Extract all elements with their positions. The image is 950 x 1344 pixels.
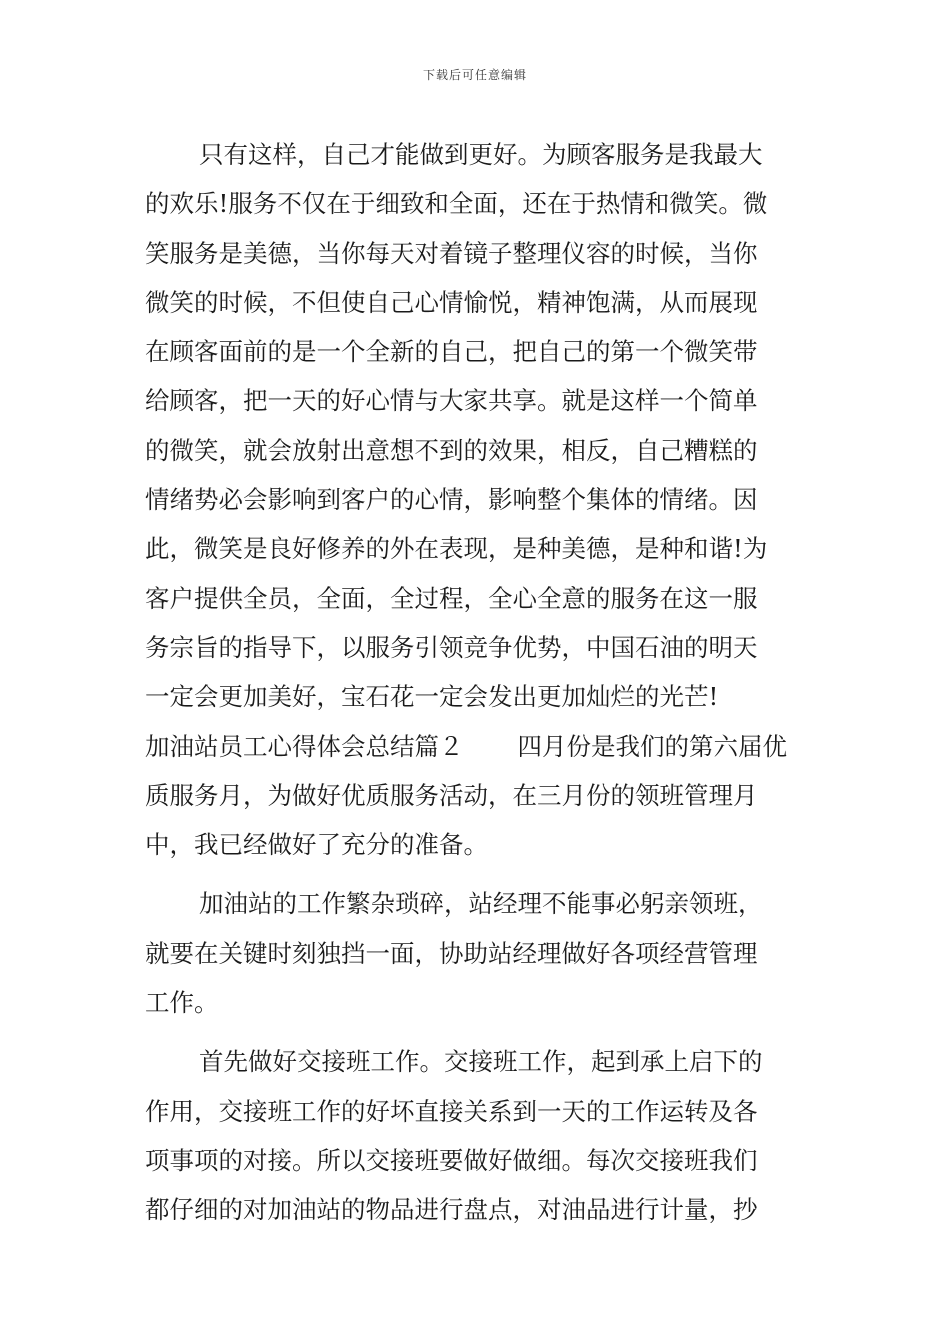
- text-line: 只有这样，自己才能做到更好。为顾客服务是我最大: [199, 140, 763, 169]
- text-line: 微笑的时候，不但使自己心情愉悦，精神饱满，从而展现: [145, 287, 758, 317]
- paragraph-gap: [145, 869, 811, 879]
- text-run: 四月份是我们的第六届优: [517, 731, 787, 761]
- text-line: 一定会更加美好，宝石花一定会发出更加灿烂的光芒!: [145, 682, 719, 712]
- text-line: 情绪势必会影响到客户的心情，影响整个集体的情绪。因: [145, 485, 758, 515]
- text-line: 工作。: [145, 988, 219, 1018]
- text-line: 的欢乐!服务不仅在于细致和全面，还在于热情和微笑。微: [145, 189, 768, 219]
- text-line: 务宗旨的指导下，以服务引领竞争优势，中国石油的明天: [145, 632, 758, 662]
- text-line: 在顾客面前的是一个全新的自己，把自己的第一个微笑带: [145, 337, 758, 367]
- text-line: 就要在关键时刻独挡一面，协助站经理做好各项经营管理: [145, 938, 758, 968]
- text-line: 笑服务是美德，当你每天对着镜子整理仪容的时候，当你: [145, 238, 758, 268]
- text-line: 质服务月，为做好优质服务活动，在三月份的领班管理月: [145, 780, 758, 810]
- text-line: 项事项的对接。所以交接班要做好做细。每次交接班我们: [145, 1145, 758, 1175]
- section-title: 加油站员工心得体会总结篇２: [145, 731, 464, 761]
- text-line: 首先做好交接班工作。交接班工作，起到承上启下的: [199, 1047, 763, 1077]
- document-body: [145, 130, 811, 1235]
- text-line: 的微笑，就会放射出意想不到的效果，相反，自己糟糕的: [145, 435, 758, 465]
- text-line: 此，微笑是良好修养的外在表现，是种美德，是种和谐!为: [145, 534, 768, 564]
- paragraph-gap: [145, 1027, 811, 1037]
- page-header: 下载后可任意编辑: [422, 68, 527, 82]
- paragraph: [145, 1037, 811, 1234]
- text-line: 客户提供全员，全面，全过程，全心全意的服务在这一服: [145, 583, 758, 613]
- paragraph: [145, 130, 811, 722]
- section-heading-line: [145, 722, 811, 771]
- paragraph: [145, 879, 811, 1027]
- text-line: 加油站的工作繁杂琐碎，站经理不能事必躬亲领班，: [199, 889, 763, 919]
- text-line: 中，我已经做好了充分的准备。: [145, 830, 488, 860]
- text-line: 给顾客，把一天的好心情与大家共享。就是这样一个简单: [145, 386, 758, 416]
- text-line: 都仔细的对加油站的物品进行盘点，对油品进行计量，抄: [145, 1195, 758, 1225]
- paragraph: [145, 722, 811, 870]
- text-line: 作用，交接班工作的好坏直接关系到一天的工作运转及各: [145, 1096, 758, 1126]
